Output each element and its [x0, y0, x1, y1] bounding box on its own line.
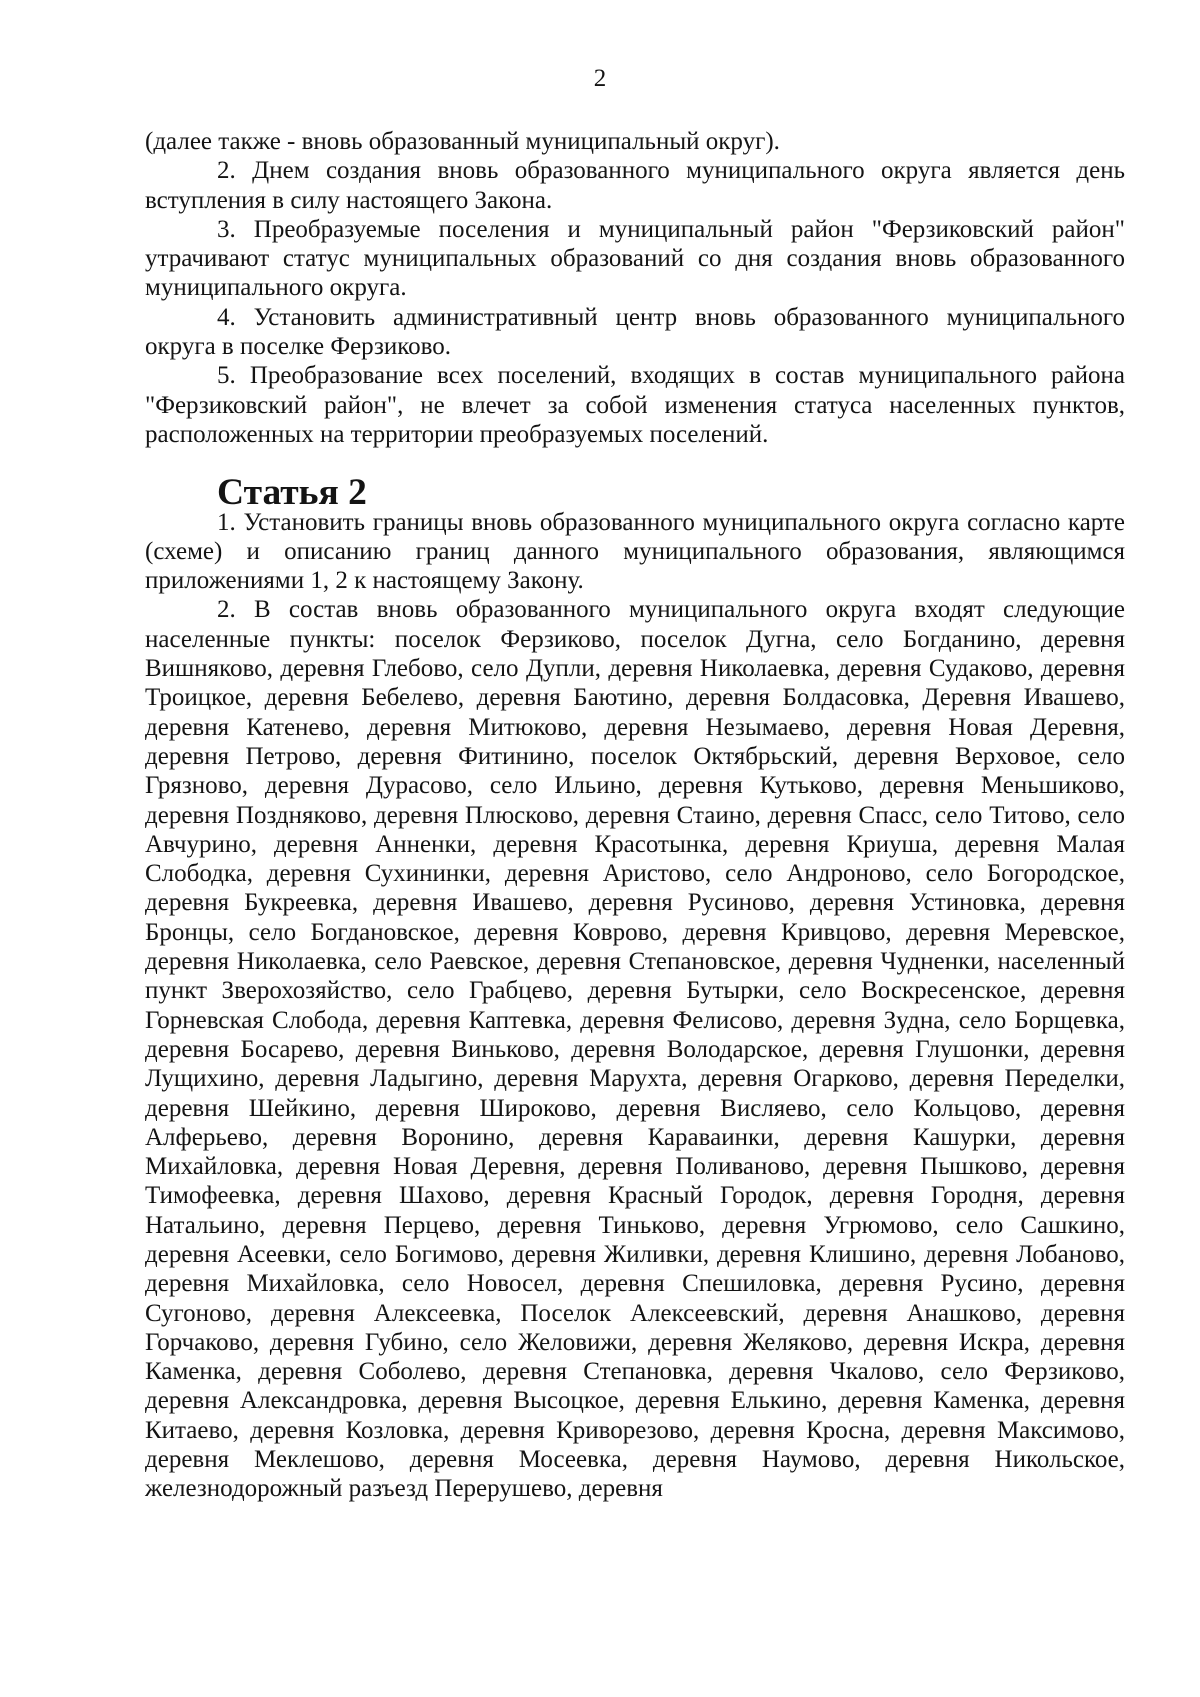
article-paragraph-2: 2. В состав вновь образованного муниципального округа входят следующие населенные пункты: поселок Ферзиково, поселок Дугна, село Богданино, деревня Вишняково, деревня Глебово, село Дупли, деревня Николаевка, деревня Судаково, деревня Троицкое, деревня Бебелево, деревня Баютино, деревня Болдасовка, Деревня Ивашево, деревня Катенево, деревня Митюково, деревня Незымаево, деревня Новая Деревня, деревня Петрово, деревня Фитинино, поселок Октябрьский, деревня Верховое, село Грязново, деревня Дурасово, село Ильино, деревня Кутьково, деревня Меньшиково, деревня Поздняково, деревня Плюсково, деревня Стаино, деревня Спасс, село Титово, село Авчурино, деревня Анненки, деревня Красотынка, деревня Криуша, деревня Малая Слободка, деревня Сухининки, деревня Аристово, село Андроново, село Богородское, деревня Букреевка, деревня Ивашево, деревня Русиново, деревня Устиновка, деревня Бронцы, село Богдановское, деревня Коврово, деревня Кривцово, деревня Меревское, деревня Николаевка, село Раевское, деревня Степановское, деревня Чудненки, населенный пункт Зверохозяйство, село Грабцево, деревня Бутырки, село Воскресенское, деревня Горневская Слобода, деревня Каптевка, деревня Фелисово, деревня Зудна, село Борщевка, деревня Босарево, деревня Виньково, деревня Володарское, деревня Глушонки, деревня Лущихино, деревня Ладыгино, деревня Марухта, деревня Огарково, деревня Переделки, деревня Шейкино, деревня Широково, деревня Висляево, село Кольцово, деревня Алферьево, деревня Воронино, деревня Караваинки, деревня Кашурки, деревня Михайловка, деревня Новая Деревня, деревня Поливаново, деревня Пышково, деревня Тимофеевка, деревня Шахово, деревня Красный Городок, деревня Городня, деревня Натальино, деревня Перцево, деревня Тиньково, деревня Угрюмово, село Сашкино, деревня Асеевки, село Богимово, деревня Жиливки, деревня Клишино, деревня Лобаново, деревня Михайловка, село Новосел, деревня Спешиловка, деревня Русино, деревня Сугоново, деревня Алексеевка, Поселок Алексеевский, деревня Анашково, деревня Горчаково, деревня Губино, село Желовижи, деревня Желяково, деревня Искра, деревня Каменка, деревня Соболево, деревня Степановка, деревня Чкалово, село Ферзиково, деревня Александровка, деревня Высоцкое, деревня Елькино, деревня Каменка, деревня Китаево, деревня Козловка, деревня Криворезово, деревня Кросна, деревня Максимово, деревня Меклешово, деревня Мосеевка, деревня Наумово, деревня Никольское, железнодорожный разъезд Перерушево, деревня — [145, 596, 1125, 1503]
article-paragraph-1: 1. Установить границы вновь образованного муниципального округа согласно карте (схеме) и описанию границ данного муниципального образования, являющимся приложениями 1, 2 к настоящему Закону. — [145, 508, 1125, 595]
paragraph-item-2: 2. Днем создания вновь образованного муниципального округа является день вступления в силу настоящего Закона. — [145, 157, 1125, 214]
paragraph-continuation: (далее также - вновь образованный муниципальный округ). — [145, 128, 780, 155]
document-body — [145, 127, 1125, 1504]
paragraph-item-5: 5. Преобразование всех поселений, входящих в состав муниципального района "Ферзиковский район", не влечет за собой изменения статуса населенных пунктов, расположенных на территории преобразуемых поселений. — [145, 362, 1125, 448]
article-heading: Статья 2 — [217, 472, 367, 514]
paragraph-item-4: 4. Установить административный центр вновь образованного муниципального округа в поселке Ферзиково. — [145, 303, 1125, 361]
page-number: 2 — [593, 65, 607, 92]
paragraph-item-3: 3. Преобразуемые поселения и муниципальный район "Ферзиковский район" утрачивают статус муниципальных образований со дня создания вновь образованного муниципального округа. — [145, 215, 1125, 302]
